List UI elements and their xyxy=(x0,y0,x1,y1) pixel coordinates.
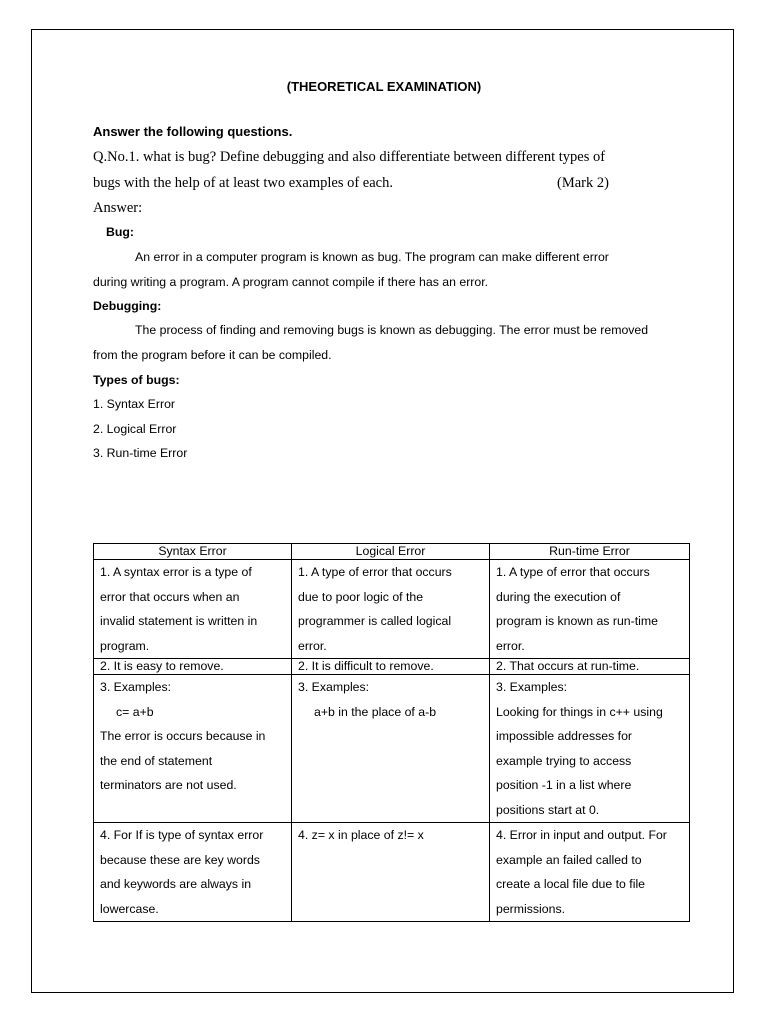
cell-line: 1. A type of error that occurs xyxy=(298,565,452,579)
page-title: (THEORETICAL EXAMINATION) xyxy=(286,79,482,94)
cell-line: during the execution of xyxy=(496,589,621,604)
cell-line: program. xyxy=(100,638,150,653)
bug-line-1: An error in a computer program is known as bug. The program can make different error xyxy=(135,250,609,264)
cell-line: The error is occurs because in xyxy=(100,729,266,743)
cell-line: 3. Examples: xyxy=(496,680,568,694)
table-cell-runtime xyxy=(490,560,690,659)
table-cell-logical xyxy=(292,560,490,659)
cell-line: a+b in the place of a-b xyxy=(314,704,437,719)
table-header-row xyxy=(94,544,690,560)
cell-line-indented xyxy=(100,700,285,725)
cell-line: create a local file due to file xyxy=(496,877,646,891)
debugging-line-1: The process of finding and removing bugs is known as debugging. The error must be removed xyxy=(135,323,649,337)
types-item: 2. Logical Error xyxy=(93,422,177,436)
cell-line: due to poor logic of the xyxy=(298,589,424,604)
cell-line: Looking for things in c++ using xyxy=(496,704,663,719)
cell-line-indented xyxy=(298,700,483,725)
types-item: 1. Syntax Error xyxy=(93,397,176,411)
cell-line: program is known as run-time xyxy=(496,614,658,628)
types-item: 3. Run-time Error xyxy=(93,446,188,460)
cell-line: invalid statement is written in xyxy=(100,614,258,628)
cell-line: the end of statement xyxy=(100,753,213,768)
cell-line: 4. z= x in place of z!= x xyxy=(298,828,424,842)
table-cell-runtime xyxy=(490,823,690,922)
instruction: Answer the following questions. xyxy=(93,124,293,139)
table-cell-logical xyxy=(292,823,490,922)
cell-line: because these are key words xyxy=(100,852,260,867)
answer-label: Answer: xyxy=(93,200,143,216)
table-cell-syntax xyxy=(94,675,292,823)
table-header-syntax: Syntax Error xyxy=(94,544,292,560)
cell-line: and keywords are always in xyxy=(100,877,252,891)
cell-line: example an failed called to xyxy=(496,852,642,867)
table-row xyxy=(94,659,690,675)
table-row xyxy=(94,823,690,922)
cell-line: error that occurs when an xyxy=(100,589,240,604)
question-line-1: Q.No.1. what is bug? Define debugging and also differentiate between different types of xyxy=(93,149,606,165)
table-cell-syntax xyxy=(94,560,292,659)
debugging-heading: Debugging: xyxy=(93,299,162,313)
bug-heading: Bug: xyxy=(106,225,134,239)
cell-line: 3. Examples: xyxy=(298,680,370,694)
cell-line: 4. For If is type of syntax error xyxy=(100,828,264,842)
question-line-2: bugs with the help of at least two examples of each. xyxy=(93,175,393,191)
cell-line: example trying to access xyxy=(496,753,632,768)
cell-line: 1. A type of error that occurs xyxy=(496,565,650,579)
cell-line: 3. Examples: xyxy=(100,680,172,694)
debugging-line-2: from the program before it can be compiled. xyxy=(93,348,332,362)
table-cell-syntax: 2. It is easy to remove. xyxy=(94,659,292,675)
table-cell-syntax xyxy=(94,823,292,922)
table-header-logical: Logical Error xyxy=(292,544,490,560)
cell-line: position -1 in a list where xyxy=(496,778,632,792)
question-marks: (Mark 2) xyxy=(557,175,609,191)
cell-line: error. xyxy=(496,638,525,653)
bug-line-2: during writing a program. A program cannot compile if there has an error. xyxy=(93,275,489,289)
cell-line: 4. Error in input and output. For xyxy=(496,828,667,842)
cell-line: lowercase. xyxy=(100,901,159,916)
table-header-runtime: Run-time Error xyxy=(490,544,690,560)
table-cell-runtime xyxy=(490,675,690,823)
cell-line: terminators are not used. xyxy=(100,778,237,792)
cell-line: programmer is called logical xyxy=(298,614,452,628)
types-heading: Types of bugs: xyxy=(93,373,180,387)
cell-line: impossible addresses for xyxy=(496,729,633,743)
cell-line: positions start at 0. xyxy=(496,802,600,817)
table-cell-logical: 2. It is difficult to remove. xyxy=(292,659,490,675)
cell-line: error. xyxy=(298,638,327,653)
cell-line: 1. A syntax error is a type of xyxy=(100,565,252,579)
table-row xyxy=(94,560,690,659)
cell-line: permissions. xyxy=(496,901,566,916)
bug-types-table xyxy=(93,543,690,922)
table-cell-logical xyxy=(292,675,490,823)
table-cell-runtime: 2. That occurs at run-time. xyxy=(490,659,690,675)
table-row xyxy=(94,675,690,823)
cell-line: c= a+b xyxy=(116,704,154,719)
